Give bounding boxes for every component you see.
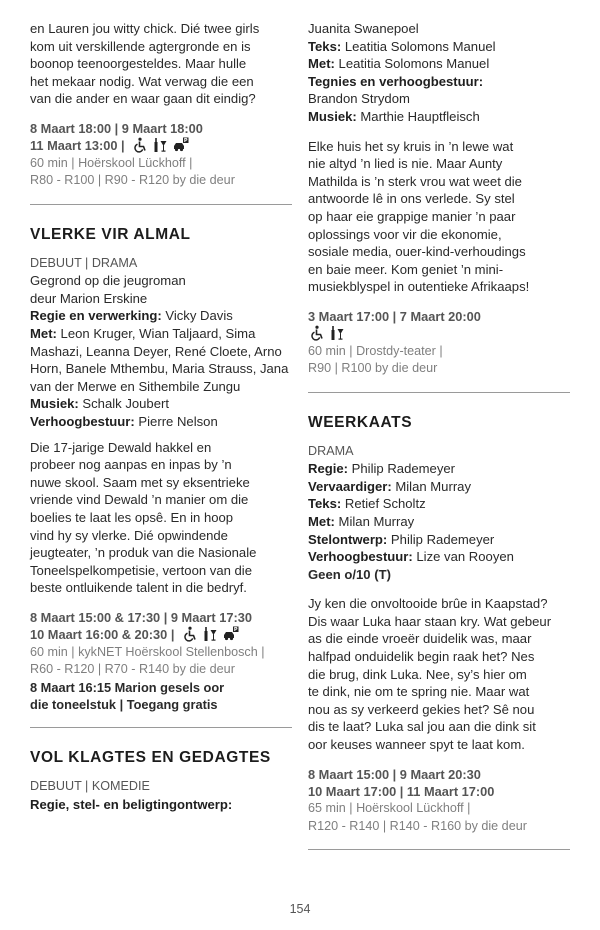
bar-drinks-icon bbox=[152, 137, 168, 153]
svg-text:P: P bbox=[233, 627, 238, 634]
show-category: DRAMA bbox=[308, 443, 354, 458]
credit-regie-value: Juanita Swanepoel bbox=[308, 21, 419, 36]
weerkaats-schedule-1: 8 Maart 15:00 | 9 Maart 20:30 bbox=[308, 766, 481, 782]
wheelchair-icon bbox=[308, 325, 324, 341]
bar-drinks-icon bbox=[329, 325, 345, 341]
credit-tegnies-label: Tegnies en verhoogbestuur: bbox=[308, 73, 484, 89]
show-category: DEBUUT | DRAMA bbox=[30, 255, 138, 270]
weerkaats-schedule-2: 10 Maart 17:00 | 11 Maart 17:00 bbox=[308, 784, 495, 800]
credit-met: Met: Leatitia Solomons Manuel bbox=[308, 56, 490, 72]
credit-teks: Teks: Retief Scholtz bbox=[308, 496, 426, 512]
intro-schedule-2: 11 Maart 13:00 | P bbox=[30, 138, 188, 154]
wheelchair-icon bbox=[181, 626, 197, 642]
credit-stelontwerp: Stelontwerp: Philip Rademeyer bbox=[308, 531, 495, 547]
parking-car-icon bbox=[223, 626, 239, 642]
show-title-vol: VOL KLAGTES EN GEDAGTES bbox=[30, 749, 271, 767]
credit-tegnies-value: Brandon Strydom bbox=[308, 91, 410, 107]
vlerke-extra-1: 8 Maart 16:15 Marion gesels oor bbox=[30, 679, 225, 695]
vlerke-meta-2: R60 - R120 | R70 - R140 by die deur bbox=[30, 662, 235, 677]
vlerke-meta-1: 60 min | kykNET Hoërskool Stellenbosch | bbox=[30, 644, 265, 659]
vlerke-schedule-1: 8 Maart 15:00 & 17:30 | 9 Maart 17:30 bbox=[30, 609, 252, 625]
vlerke-extra-2: die toneelstuk | Toegang gratis bbox=[30, 696, 218, 712]
intro-meta-1: 60 min | Hoërskool Lückhoff | bbox=[30, 155, 193, 170]
weerkaats-meta-2: R120 - R140 | R140 - R160 by die deur bbox=[308, 818, 527, 833]
credit-musiek: Musiek: Marthie Hauptfleisch bbox=[308, 108, 480, 124]
weerkaats-meta-1: 65 min | Hoërskool Lückhoff | bbox=[308, 801, 471, 816]
left-column bbox=[30, 20, 292, 814]
credit-met: Met: Leon Kruger, Wian Taljaard, Sima Mashazi, Leanna Deyer, René Cloete, Arno Horn, Banele Mthembu, Maria Strauss, Jana van der Merwe en Sithembile Zungu bbox=[30, 325, 289, 394]
credit-vervaardiger: Vervaardiger: Milan Murray bbox=[308, 478, 472, 494]
show-title-vlerke: VLERKE VIR ALMAL bbox=[30, 225, 191, 243]
intro-schedule-1: 8 Maart 18:00 | 9 Maart 18:00 bbox=[30, 120, 203, 136]
based-on-1: Gegrond op die jeugroman bbox=[30, 273, 186, 289]
bar-drinks-icon bbox=[202, 626, 218, 642]
show-category: DEBUUT | KOMEDIE bbox=[30, 779, 150, 794]
parking-car-icon bbox=[173, 137, 189, 153]
credit-musiek: Musiek: Schalk Joubert bbox=[30, 396, 169, 412]
vol-schedule-icons bbox=[308, 325, 570, 342]
svg-text:P: P bbox=[184, 138, 188, 145]
credit-regie-label: Regie, stel- en beligtingontwerp: bbox=[30, 796, 233, 812]
credit-verhoog: Verhoogbestuur: Lize van Rooyen bbox=[308, 549, 514, 565]
based-on-2: deur Marion Erskine bbox=[30, 290, 148, 306]
show-title-weerkaats: WEERKAATS bbox=[308, 413, 413, 431]
intro-description: en Lauren jou witty chick. Dié twee girls kom uit verskillende agtergronde en is boonop teenoorgesteldes. Maar hulle het mekaar nodig. Wat verwag die een van die ander en waar gaan dit eindig? bbox=[30, 21, 260, 107]
credit-regie: Regie en verwerking: Vicky Davis bbox=[30, 308, 233, 324]
vol-schedule-1: 3 Maart 17:00 | 7 Maart 20:00 bbox=[308, 308, 481, 324]
vlerke-schedule-2: 10 Maart 16:00 & 20:30 | P bbox=[30, 627, 238, 643]
credit-regie: Regie: Philip Rademeyer bbox=[308, 461, 456, 477]
right-column bbox=[308, 20, 570, 850]
vol-description: Elke huis het sy kruis in ’n lewe wat nie altyd ’n lied is nie. Maar Aunty Mathilda is ’n sterk vrou wat weet die antwoorde lê in ons verlede. Sy stel op haar eie grappige manier ’n paar oplossings voor vir die ekonomie, sosiale media, ouer-kind-verhoudings en baie meer. Kom geniet ’n mini- musiekblyspel in outentieke Afrikaaps! bbox=[308, 138, 530, 295]
vol-meta-2: R90 | R100 by die deur bbox=[308, 361, 438, 376]
credit-verhoog: Verhoogbestuur: Pierre Nelson bbox=[30, 413, 218, 429]
divider bbox=[308, 849, 570, 850]
weerkaats-description: Jy ken die onvoltooide brûe in Kaapstad? Dis waar Luka haar staan kry. Wat gebeur as die einde vroeër duidelik was, maar halfpad onduidelik begin raak het? Nes die brug, dink Luka. Nee, sy’s hier om te dink, nie om te spring nie. Maar wat nou as sy verkeerd gekies het? Sê nou dis te laat? Luka sal jou aan die dink sit oor keuses wanneer spyt te laat kom. bbox=[308, 596, 552, 753]
vol-meta-1: 60 min | Drostdy-teater | bbox=[308, 343, 443, 358]
intro-meta-2: R80 - R100 | R90 - R120 by die deur bbox=[30, 173, 235, 188]
credit-teks: Teks: Leatitia Solomons Manuel bbox=[308, 38, 496, 54]
age-rating: Geen o/10 (T) bbox=[308, 566, 391, 582]
credit-met: Met: Milan Murray bbox=[308, 513, 415, 529]
wheelchair-icon bbox=[131, 137, 147, 153]
vlerke-description: Die 17-jarige Dewald hakkel en probeer nog aanpas en inpas by ’n nuwe skool. Saam met sy eksentrieke vriende vind Dewald ’n manier om die boelies te laat les opsê. En in hoop vind hy sy vlerke. Dié opwindende jeugteater, ’n produk van die Nasionale Toneelspelkompetisie, vertoon van die beste ontluikende talent in die bedryf. bbox=[30, 439, 257, 596]
page-number: 154 bbox=[289, 902, 311, 916]
